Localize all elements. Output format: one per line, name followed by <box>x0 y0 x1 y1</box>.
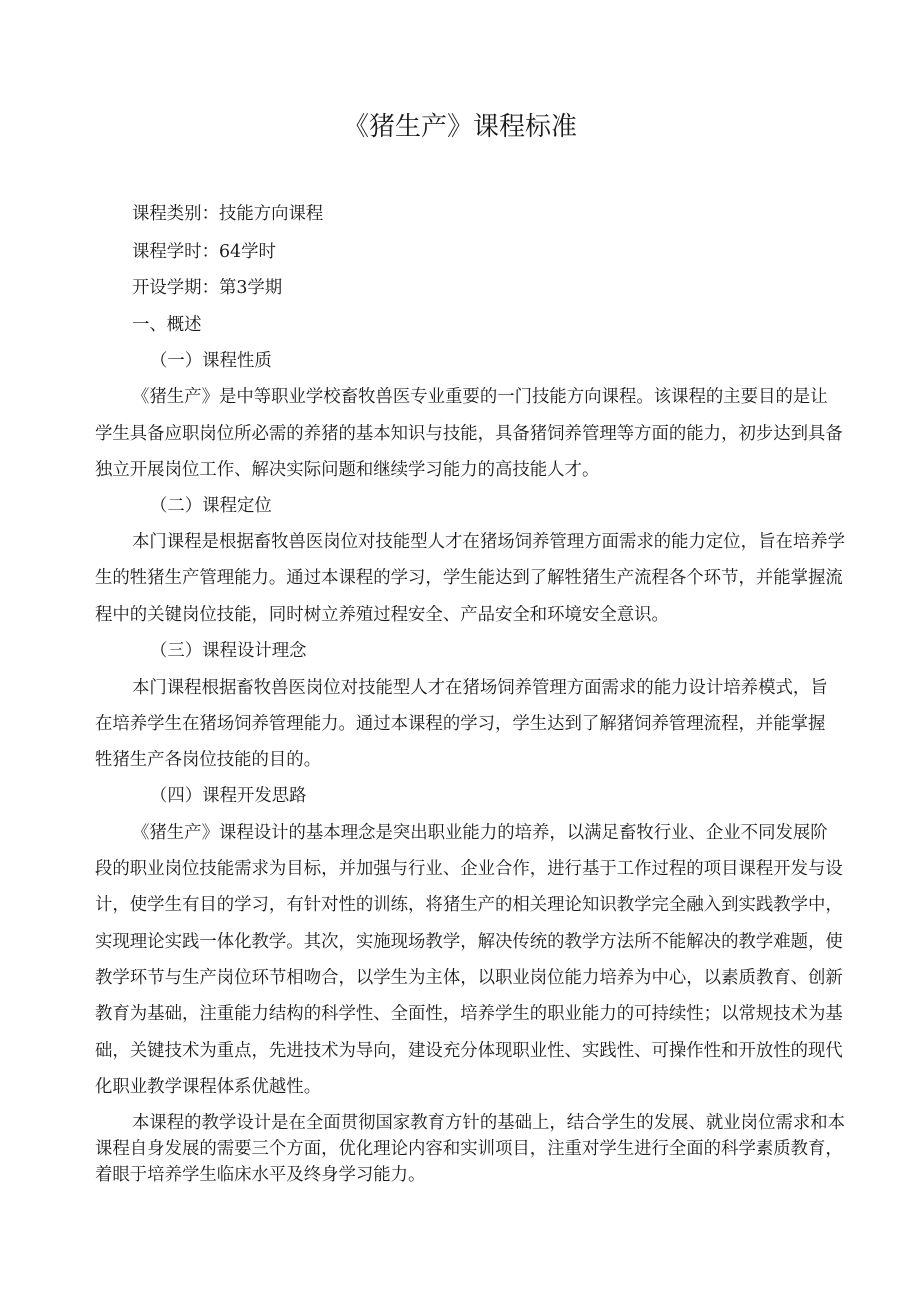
paragraph-line: 教学环节与生产岗位环节相吻合，以学生为主体，以职业岗位能力培养为中心，以素质教育、创新 <box>95 968 843 988</box>
paragraph-line: 生的牲猪生产管理能力。通过本课程的学习，学生能达到了解牲猪生产流程各个环节，并能掌握流 <box>95 568 843 588</box>
paragraph-line: 段的职业岗位技能需求为目标，并加强与行业、企业合作，进行基于工作过程的项目课程开发与设 <box>95 859 843 879</box>
paragraph-line: 程中的关键岗位技能，同时树立养殖过程安全、产品安全和环境安全意识。 <box>95 605 669 625</box>
course-hours: 课程学时：64学时 <box>132 242 276 262</box>
course-semester: 开设学期：第3学期 <box>132 278 283 298</box>
paragraph-line: 本门课程根据畜牧兽医岗位对技能型人才在猪场饲养管理方面需求的能力设计培养模式，旨 <box>132 678 828 698</box>
subheading-course-positioning: （二）课程定位 <box>150 496 272 516</box>
subheading-development-approach: （四）课程开发思路 <box>150 786 307 806</box>
subheading-design-concept: （三）课程设计理念 <box>150 641 307 661</box>
course-category: 课程类别：技能方向课程 <box>132 204 324 224</box>
page-title: 《猪生产》课程标准 <box>342 112 577 142</box>
paragraph-line: 教育为基础，注重能力结构的科学性、全面性，培养学生的职业能力的可持续性；以常规技术为基 <box>95 1004 843 1024</box>
paragraph-line: 化职业教学课程体系优越性。 <box>95 1077 322 1097</box>
subheading-course-nature: （一）课程性质 <box>150 351 272 371</box>
paragraph-line: 本课程的教学设计是在全面贯彻国家教育方针的基础上，结合学生的发展、就业岗位需求和本 <box>132 1113 846 1133</box>
paragraph-line: 实现理论实践一体化教学。其次，实施现场教学，解决传统的教学方法所不能解决的教学难题，使 <box>95 932 843 952</box>
paragraph-line: 在培养学生在猪场饲养管理能力。通过本课程的学习，学生达到了解猪饲养管理流程，并能掌握 <box>95 714 826 734</box>
paragraph-line: 独立开展岗位工作、解决实际问题和继续学习能力的高技能人才。 <box>95 460 600 480</box>
paragraph-line: 学生具备应职岗位所必需的养猪的基本知识与技能，具备猪饲养管理等方面的能力，初步达到具备 <box>95 424 843 444</box>
paragraph-line: 计，使学生有目的学习，有针对性的训练，将猪生产的相关理论知识教学完全融入到实践教学中， <box>95 895 843 915</box>
paragraph-line: 课程自身发展的需要三个方面，优化理论内容和实训项目，注重对学生进行全面的科学素质教育， <box>95 1139 843 1159</box>
section-heading-overview: 一、概述 <box>132 315 202 335</box>
paragraph-line: 《猪生产》课程设计的基本理念是突出职业能力的培养，以满足畜牧行业、企业不同发展阶 <box>132 823 828 843</box>
paragraph-line: 《猪生产》是中等职业学校畜牧兽医专业重要的一门技能方向课程。该课程的主要目的是让 <box>132 387 828 407</box>
paragraph-line: 本门课程是根据畜牧兽医岗位对技能型人才在猪场饲养管理方面需求的能力定位，旨在培养学 <box>132 532 846 552</box>
paragraph-line: 着眼于培养学生临床水平及终身学习能力。 <box>95 1165 426 1185</box>
paragraph-line: 牲猪生产各岗位技能的目的。 <box>95 750 322 770</box>
paragraph-line: 础，关键技术为重点，先进技术为导向，建设充分体现职业性、实践性、可操作性和开放性的现代 <box>95 1041 843 1061</box>
